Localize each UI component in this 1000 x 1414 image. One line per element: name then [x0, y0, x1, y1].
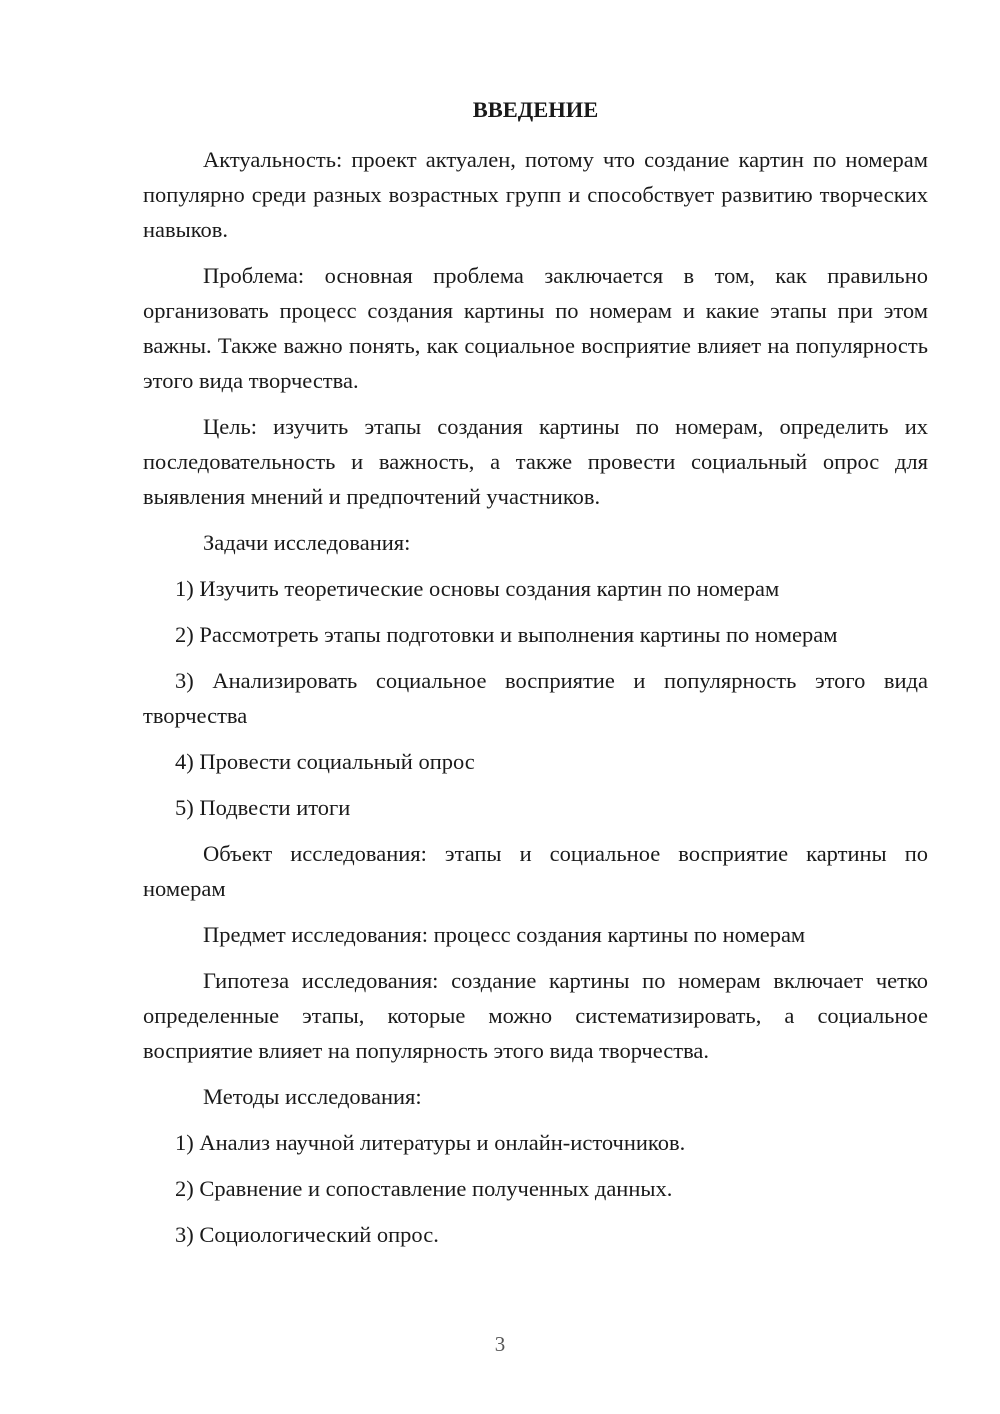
method-item: 3) Социологический опрос. [175, 1222, 439, 1247]
section-title: ВВЕДЕНИЕ [472, 97, 599, 122]
document-page [143, 92, 928, 1263]
task-item: 3) Анализировать социальное восприятие и популярность этого вида творчества [143, 668, 928, 728]
relevance-paragraph: Актуальность: проект актуален, потому что создание картин по номерам популярно среди разных возрастных групп и способствует развитию творческих навыков. [143, 147, 928, 242]
hypothesis-paragraph: Гипотеза исследования: создание картины по номерам включает четко определенные этапы, которые можно систематизировать, а социальное восприятие влияет на популярность этого вида творчества. [143, 968, 928, 1063]
task-item: 1) Изучить теоретические основы создания картин по номерам [175, 576, 780, 601]
method-item: 2) Сравнение и сопоставление полученных данных. [175, 1176, 673, 1201]
methods-heading: Методы исследования: [203, 1084, 422, 1109]
subject-paragraph: Предмет исследования: процесс создания картины по номерам [203, 922, 806, 947]
method-item: 1) Анализ научной литературы и онлайн-источников. [175, 1130, 686, 1155]
task-item: 5) Подвести итоги [175, 795, 351, 820]
tasks-heading: Задачи исследования: [203, 530, 411, 555]
page-number: 3 [494, 1332, 506, 1356]
goal-paragraph: Цель: изучить этапы создания картины по номерам, определить их последовательность и важность, а также провести социальный опрос для выявления мнений и предпочтений участников. [143, 414, 928, 509]
problem-paragraph: Проблема: основная проблема заключается в том, как правильно организовать процесс создания картины по номерам и какие этапы при этом важны. Также важно понять, как социальное восприятие влияет на популярность этого вида творчества. [143, 263, 928, 393]
object-paragraph: Объект исследования: этапы и социальное восприятие картины по номерам [143, 841, 928, 901]
task-item: 4) Провести социальный опрос [175, 749, 475, 774]
task-item: 2) Рассмотреть этапы подготовки и выполнения картины по номерам [175, 622, 838, 647]
